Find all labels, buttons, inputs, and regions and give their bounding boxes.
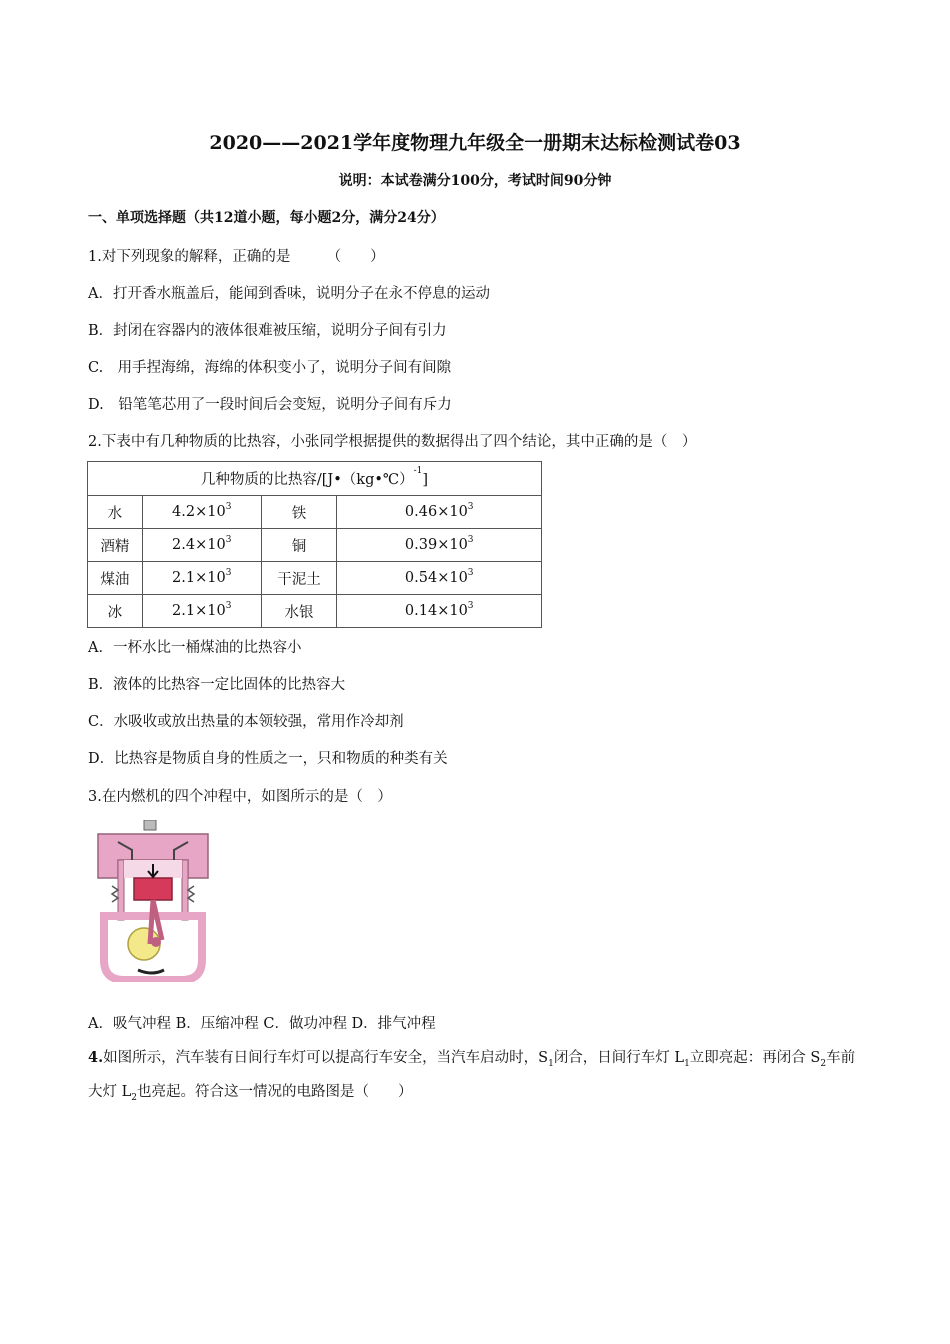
table-caption: 几种物质的比热容/[J•（kg•℃）$^{-1}$] — [88, 462, 542, 496]
question-2-option-a: A．一杯水比一桶煤油的比热容小 — [88, 640, 302, 656]
question-2-option-d: D．比热容是物质自身的性质之一，只和物质的种类有关 — [88, 751, 448, 767]
exam-instructions: 说明：本试卷满分100分，考试时间90分钟 — [338, 173, 612, 189]
question-1-option-c: C. 用手捏海绵，海绵的体积变小了，说明分子间有间隙 — [88, 360, 452, 376]
question-2-option-b: B．液体的比热容一定比固体的比热容大 — [88, 677, 346, 693]
question-2-option-c: C．水吸收或放出热量的本领较强，常用作冷却剂 — [88, 714, 404, 730]
question-1-option-a: A．打开香水瓶盖后，能闻到香味，说明分子在永不停息的运动 — [88, 286, 490, 302]
question-4-stem: 4.如图所示，汽车装有日间行车灯可以提高行车安全，当汽车启动时，$S_1$闭合，日间行车灯 $L_1$立即亮起：再闭合 $S_2$车前大灯 $L_2$也亮起。符合这一情况的电路图是（ ） — [88, 1049, 856, 1103]
question-2-stem: 2.下表中有几种物质的比热容，小张同学根据提供的数据得出了四个结论，其中正确的是（ ） — [88, 434, 697, 450]
section-heading: 一、单项选择题（共12道小题，每小题2分，满分24分） — [88, 210, 445, 226]
question-1-stem: 1.对下列现象的解释，正确的是 （ ） — [88, 249, 385, 265]
table-row: 水 $4.2\times 10^3$ 铁 $0.46\times 10^3$ — [88, 496, 542, 529]
question-3-stem: 3.在内燃机的四个冲程中，如图所示的是（ ） — [88, 789, 392, 805]
table-row: 煤油 $2.1\times 10^3$ 干泥土 $0.54\times 10^3$ — [88, 562, 542, 595]
table-row: 酒精 $2.4\times 10^3$ 铜 $0.39\times 10^3$ — [88, 529, 542, 562]
page-title: 2020——2021学年度物理九年级全一册期末达标检测试卷03 — [209, 132, 741, 154]
specific-heat-table — [87, 461, 542, 628]
engine-stroke-diagram — [92, 820, 214, 982]
question-1-option-b: B．封闭在容器内的液体很难被压缩，说明分子间有引力 — [88, 323, 447, 339]
table-row: 冰 $2.1\times 10^3$ 水银 $0.14\times 10^3$ — [88, 595, 542, 628]
question-1-option-d: D. 铅笔笔芯用了一段时间后会变短，说明分子间有斥力 — [88, 397, 452, 413]
question-3-options: A．吸气冲程 B．压缩冲程 C．做功冲程 D．排气冲程 — [88, 1016, 436, 1032]
